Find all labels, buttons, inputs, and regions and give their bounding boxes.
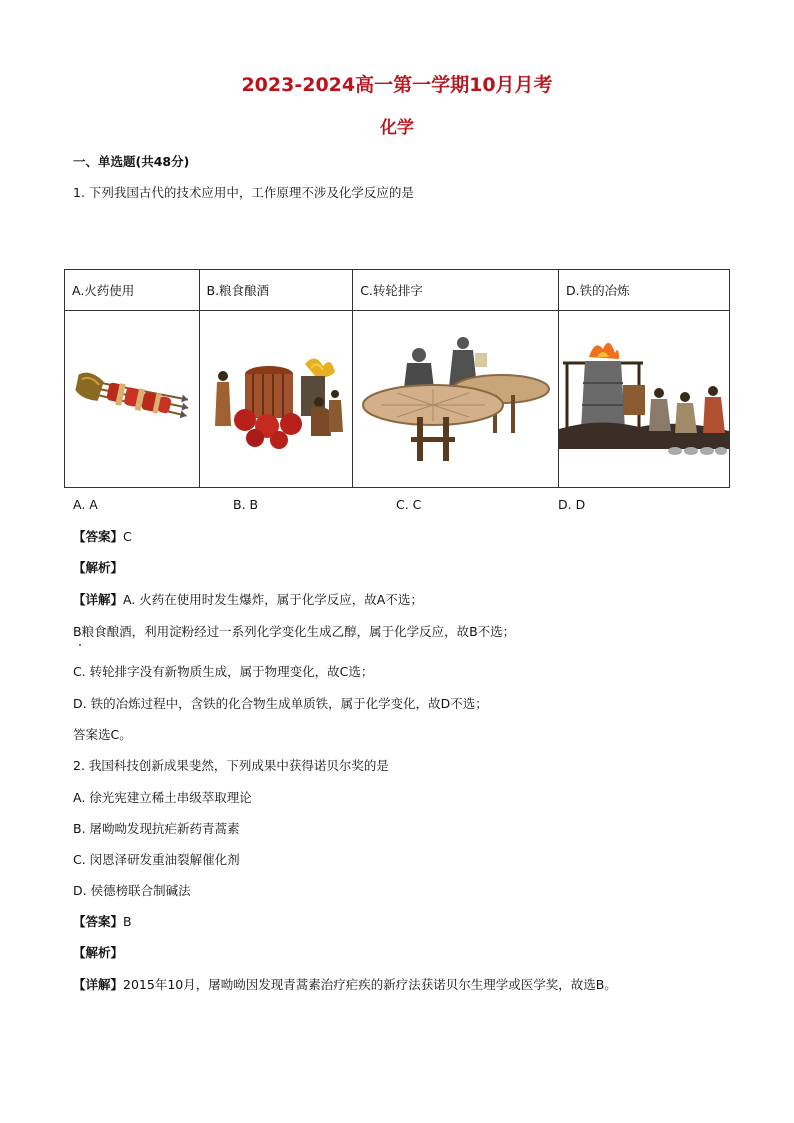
q1-option-b: B. B bbox=[233, 497, 259, 512]
q2-option-b: B. 屠呦呦发现抗疟新药青蒿素 bbox=[73, 821, 240, 836]
q2-option-c: C. 闵恩泽研发重油裂解催化剂 bbox=[73, 852, 240, 867]
q1-detail-4: D. 铁的冶炼过程中，含铁的化合物生成单质铁，属于化学变化，故D不选； bbox=[73, 696, 488, 711]
detail-text: 2015年10月，屠呦呦因发现青蒿素治疗疟疾的新疗法获诺贝尔生理学或医学奖，故选B。 bbox=[123, 977, 617, 992]
answer-value: B bbox=[123, 914, 132, 929]
q1-table-header-c: C.转轮排字 bbox=[353, 270, 559, 311]
page-title: 2023-2024高一第一学期10月月考 bbox=[241, 74, 553, 96]
q1-analysis-tag: 【解析】 bbox=[73, 560, 124, 575]
q2-answer bbox=[73, 912, 132, 930]
wine-making-image bbox=[199, 311, 353, 488]
q1-detail-2: B粮食酿酒，利用淀粉经过一系列化学变化生成乙醇，属于化学反应，故B不选； bbox=[73, 624, 516, 639]
q2-option-d: D. 侯德榜联合制碱法 bbox=[73, 883, 191, 898]
iron-smelting-image bbox=[559, 311, 730, 488]
section-heading: 一、单选题(共48分) bbox=[73, 154, 190, 169]
q2-option-a: A. 徐光宪建立稀土串级萃取理论 bbox=[73, 790, 252, 805]
gunpowder-image bbox=[65, 311, 200, 488]
subject-title: 化学 bbox=[380, 118, 414, 138]
q1-option-d: D. D bbox=[558, 497, 586, 512]
stray-mark bbox=[79, 644, 81, 646]
q1-detail-3: C. 转轮排字没有新物质生成，属于物理变化，故C选； bbox=[73, 664, 374, 679]
detail-tag: 【详解】 bbox=[73, 977, 124, 992]
q1-stem: 1. 下列我国古代的技术应用中，工作原理不涉及化学反应的是 bbox=[73, 185, 414, 200]
q1-table-header-b: B.粮食酿酒 bbox=[199, 270, 353, 311]
q1-table-header-d: D.铁的冶炼 bbox=[559, 270, 730, 311]
answer-tag: 【答案】 bbox=[73, 529, 124, 544]
answer-tag: 【答案】 bbox=[73, 914, 124, 929]
answer-value: C bbox=[123, 529, 132, 544]
q1-option-a: A. A bbox=[73, 497, 98, 512]
q2-detail bbox=[73, 975, 617, 993]
q1-detail-1 bbox=[73, 590, 423, 608]
detail-text: A. 火药在使用时发生爆炸，属于化学反应，故A不选； bbox=[123, 592, 423, 607]
detail-tag: 【详解】 bbox=[73, 592, 124, 607]
q2-analysis-tag: 【解析】 bbox=[73, 945, 124, 960]
q1-option-table bbox=[64, 269, 730, 488]
q1-table-header-a: A.火药使用 bbox=[65, 270, 200, 311]
rotary-type-image bbox=[353, 311, 559, 488]
q1-answer bbox=[73, 527, 132, 545]
q1-detail-5: 答案选C。 bbox=[73, 727, 132, 742]
q1-option-c: C. C bbox=[396, 497, 422, 512]
q2-stem: 2. 我国科技创新成果斐然，下列成果中获得诺贝尔奖的是 bbox=[73, 758, 389, 773]
